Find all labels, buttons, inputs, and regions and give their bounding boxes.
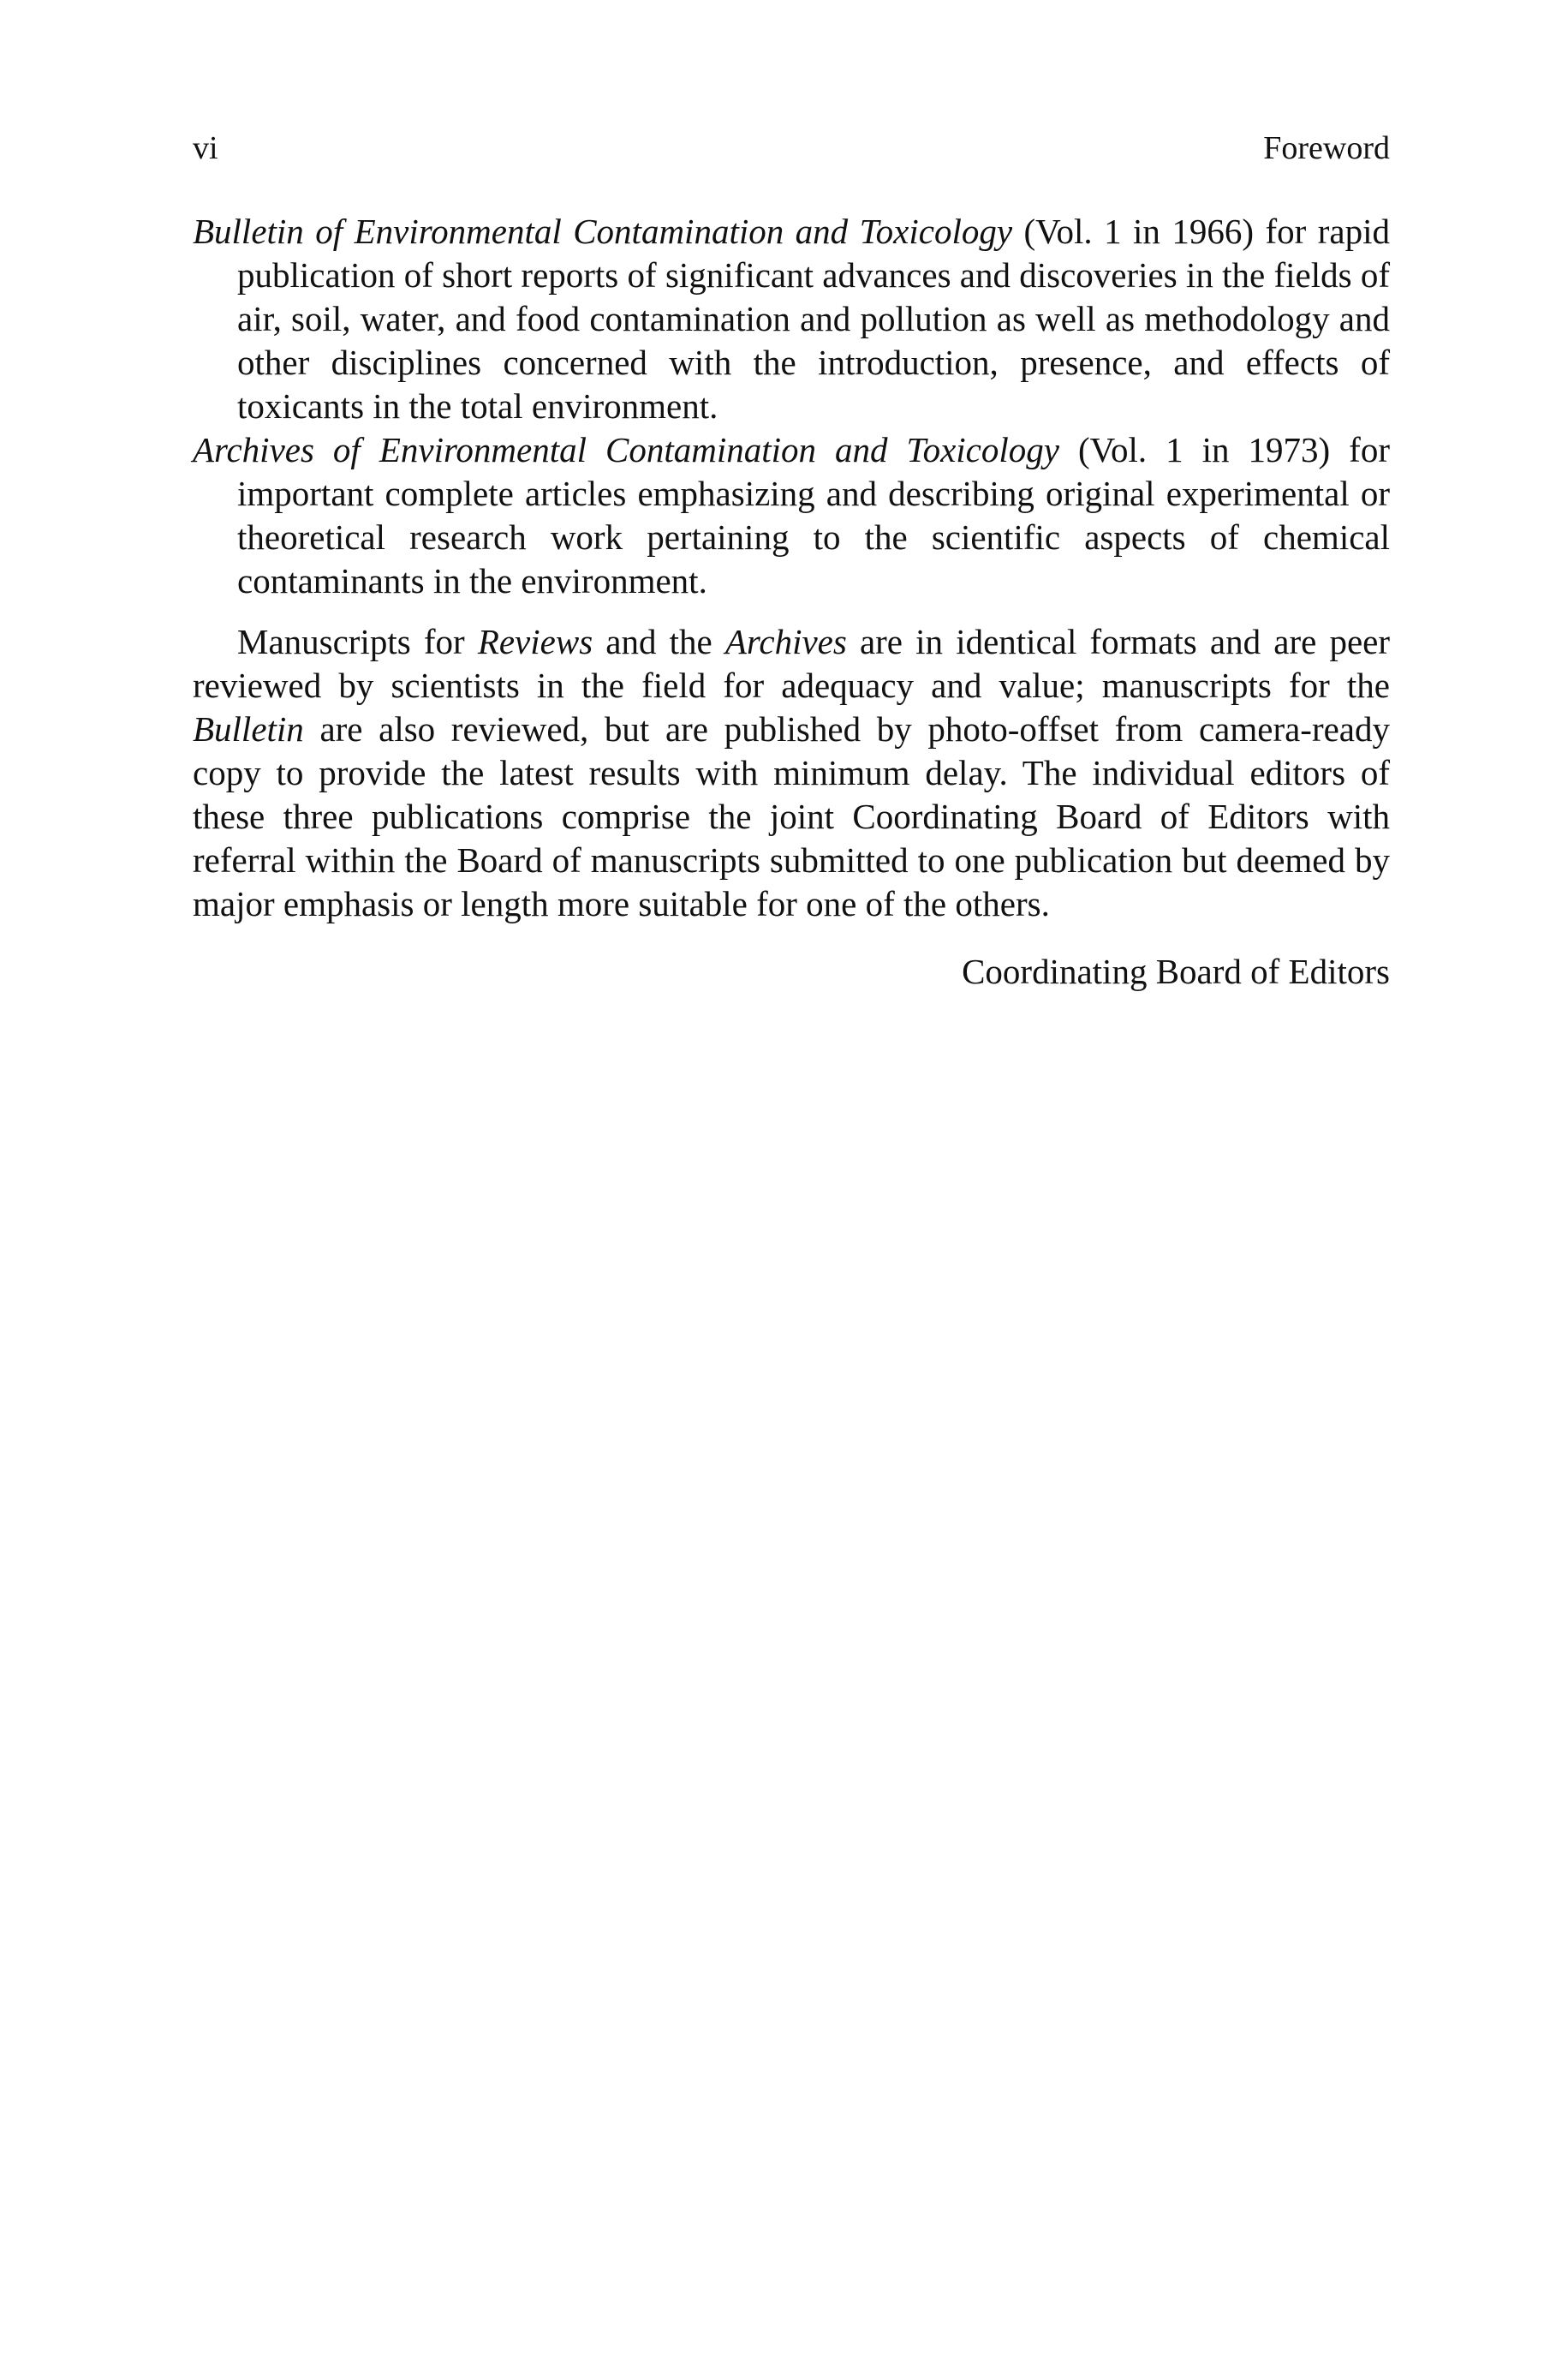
paragraph-text-1: Manuscripts for (237, 622, 478, 661)
bulletin-description: (Vol. 1 in 1966) for rapid publication of short reports of significant advances and discoveries in the fields of air, soil, water, and food contamination and pollution as well as methodology and other disciplines concerned with the introduction, presence, and effects of toxicants in the total environment. (237, 212, 1390, 426)
bulletin-journal-title: Bulletin of Environmental Contamination and Toxicology (193, 212, 1013, 251)
bulletin-title: Bulletin (193, 709, 304, 749)
paragraph-text-4: are also reviewed, but are published by photo-offset from camera-ready copy to provide the latest results with minimum delay. The individual editors of these three publications comprise the joint Coordinating Board of Editors with referral within the Board of manuscripts submitted to one publication but deemed by major emphasis or length more suitable for one of the others. (193, 709, 1390, 923)
archives-journal-title: Archives of Environmental Contamination and Toxicology (193, 430, 1059, 469)
paragraph-text-2: and the (593, 622, 725, 661)
archives-title: Archives (724, 622, 847, 661)
archives-entry (193, 428, 1390, 603)
reviews-title: Reviews (477, 622, 593, 661)
running-head (193, 127, 1390, 170)
signature: Coordinating Board of Editors (962, 952, 1390, 991)
manuscripts-paragraph (193, 620, 1390, 926)
archives-description: (Vol. 1 in 1973) for important complete articles emphasizing and describing original experimental or theoretical research work pertaining to the scientific aspects of chemical contaminants in the environment. (237, 430, 1390, 600)
bulletin-entry (193, 210, 1390, 428)
foreword-body (193, 210, 1390, 994)
page-number: vi (193, 130, 218, 166)
section-title: Foreword (1263, 130, 1390, 166)
paragraph-text-3: are in identical formats and are peer reviewed by scientists in the field for adequacy and value; manuscripts for the (193, 622, 1390, 705)
